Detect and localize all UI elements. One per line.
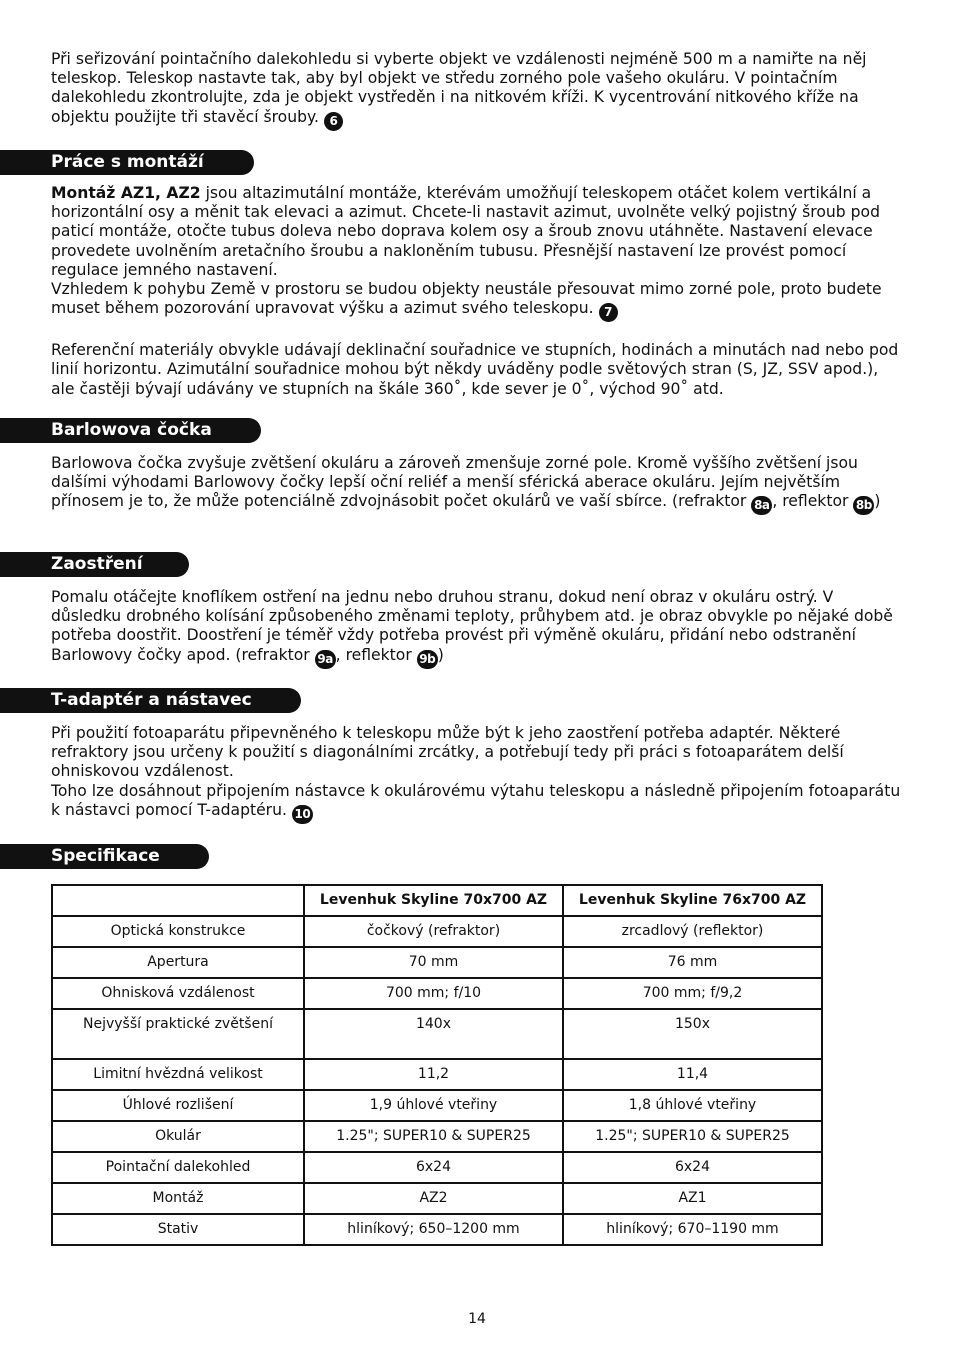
table-cell: AZ2 [304, 1183, 563, 1214]
figure-8a-badge: 8a [751, 496, 772, 515]
table-cell: zrcadlový (reflektor) [563, 916, 822, 947]
table-cell: čočkový (refraktor) [304, 916, 563, 947]
page-number: 14 [468, 1311, 486, 1327]
table-cell: AZ1 [563, 1183, 822, 1214]
table-row [52, 1059, 822, 1090]
table-header-cell [52, 885, 304, 916]
table-cell: Okulár [52, 1121, 304, 1152]
figure-9b-badge: 9b [417, 650, 438, 669]
section-heading-mount: Práce s montáží [0, 150, 254, 175]
barlow-text: Barlowova čočka zvyšuje zvětšení okuláru a zároveň zmenšuje zorné pole. Kromě vyššího zvětšení jsou dalšími výhodami Barlowovy čočky lepší oční reliéf a menší sférická aberace okuláru. Jejím největším přínosem je to, že může potenciálně zdvojnásobit počet okulárů ve vaší sbírce. (refraktor [51, 454, 858, 511]
tadapter-paragraph [51, 724, 903, 824]
table-cell: 6x24 [563, 1152, 822, 1183]
mount-text-1: jsou altazimutální montáže, kterévám umožňují teleskopem otáčet kolem vertikální a horizontální osy a měnit tak elevaci a azimut. Chcete-li nastavit azimut, uvolněte velký pojistný šroub pod paticí montáže, otočte tubus doleva nebo doprava kolem osy a šroub znovu utáhněte. Nastavení elevace provedete uvolněním aretačního šroubu a nakloněním tubusu. Přesnější nastavení lze provést pomocí regulace jemného nastavení. [51, 184, 880, 279]
section-heading-focus: Zaostření [0, 552, 189, 577]
table-cell: 1.25"; SUPER10 & SUPER25 [304, 1121, 563, 1152]
table-cell: Optická konstrukce [52, 916, 304, 947]
table-header-row [52, 885, 822, 916]
table-row [52, 1009, 822, 1059]
table-cell: Stativ [52, 1214, 304, 1245]
focus-text: Pomalu otáčejte knoflíkem ostření na jednu nebo druhou stranu, dokud není obraz v okuláru ostrý. V důsledku drobného kolísání způsobeného změnami teploty, průhybem atd. je obraz obvykle po nějaké době potřeba doostřit. Doostření je téměř vždy potřeba provést při výměně okuláru, přidání nebo odstranění Barlowovy čočky apod. (refraktor [51, 588, 893, 664]
table-cell: 70 mm [304, 947, 563, 978]
table-row [52, 1121, 822, 1152]
figure-7-badge: 7 [599, 303, 618, 322]
table-header-cell: Levenhuk Skyline 70x700 AZ [304, 885, 563, 916]
spec-table [51, 884, 823, 1246]
intro-paragraph [51, 50, 903, 131]
table-row [52, 1183, 822, 1214]
intro-text: Při seřizování pointačního dalekohledu si vyberte objekt ve vzdálenosti nejméně 500 m a namiřte na něj teleskop. Teleskop nastavte tak, aby byl objekt ve středu zorného pole vašeho okuláru. V pointačním dalekohledu zkontrolujte, zda je objekt vystředěn i na nitkovém kříži. K vycentrování nitkového kříže na objektu použijte tři stavěcí šrouby. [51, 50, 867, 126]
focus-end: ) [437, 645, 444, 664]
figure-8b-badge: 8b [853, 496, 874, 515]
section-heading-barlow: Barlowova čočka [0, 418, 261, 443]
table-cell: 700 mm; f/10 [304, 978, 563, 1009]
table-cell: Montáž [52, 1183, 304, 1214]
barlow-paragraph [51, 454, 903, 515]
section-heading-tadapter: T-adaptér a nástavec [0, 688, 301, 713]
table-row [52, 916, 822, 947]
figure-10-badge: 10 [292, 805, 313, 824]
table-row [52, 1090, 822, 1121]
table-cell: Limitní hvězdná velikost [52, 1059, 304, 1090]
table-cell: Apertura [52, 947, 304, 978]
table-header-cell: Levenhuk Skyline 76x700 AZ [563, 885, 822, 916]
table-cell: 11,4 [563, 1059, 822, 1090]
table-cell: 700 mm; f/9,2 [563, 978, 822, 1009]
tadapter-text-2: Toho lze dosáhnout připojením nástavce k okulárovému výtahu teleskopu a následně připojením fotoaparátu k nástavci pomocí T-adaptéru. [51, 781, 901, 819]
figure-6-badge: 6 [324, 112, 343, 131]
table-cell: 1.25"; SUPER10 & SUPER25 [563, 1121, 822, 1152]
table-row [52, 1152, 822, 1183]
figure-9a-badge: 9a [315, 650, 336, 669]
table-cell: Ohnisková vzdálenost [52, 978, 304, 1009]
table-cell: 140x [304, 1009, 563, 1059]
table-cell: hliníkový; 670–1190 mm [563, 1214, 822, 1245]
table-cell: Úhlové rozlišení [52, 1090, 304, 1121]
mount-text-2: Vzhledem k pohybu Země v prostoru se budou objekty neustále přesouvat mimo zorné pole, proto budete muset během pozorování upravovat výšku a azimut svého teleskopu. [51, 280, 882, 318]
focus-paragraph [51, 588, 903, 669]
table-cell: Nejvyšší praktické zvětšení [52, 1009, 304, 1059]
tadapter-text-1: Při použití fotoaparátu připevněného k teleskopu může být k jeho zaostření potřeba adaptér. Některé refraktory jsou určeny k použití s diagonálními zrcátky, a potřebují tedy při práci s fotoaparátem delší ohniskovou vzdálenost. [51, 724, 844, 781]
barlow-mid: , reflektor [772, 492, 854, 511]
table-cell: 1,8 úhlové vteřiny [563, 1090, 822, 1121]
section-heading-spec: Specifikace [0, 844, 209, 869]
mount-paragraph [51, 184, 903, 399]
mount-text-3: Referenční materiály obvykle udávají deklinační souřadnice ve stupních, hodinách a minutách nad nebo pod linií horizontu. Azimutální souřadnice mohou být někdy uváděny podle světových stran (S, JZ, SSV apod.), ale častěji bývají udávány ve stupních na škále 360˚, kde sever je 0˚, východ 90˚ atd. [51, 341, 899, 398]
table-cell: 76 mm [563, 947, 822, 978]
table-row [52, 947, 822, 978]
table-cell: hliníkový; 650–1200 mm [304, 1214, 563, 1245]
barlow-end: ) [874, 492, 881, 511]
table-cell: 1,9 úhlové vteřiny [304, 1090, 563, 1121]
table-row [52, 1214, 822, 1245]
table-cell: 150x [563, 1009, 822, 1059]
table-row [52, 978, 822, 1009]
mount-lead: Montáž AZ1, AZ2 [51, 184, 201, 202]
table-cell: Pointační dalekohled [52, 1152, 304, 1183]
focus-mid: , reflektor [335, 645, 417, 664]
table-cell: 6x24 [304, 1152, 563, 1183]
table-cell: 11,2 [304, 1059, 563, 1090]
